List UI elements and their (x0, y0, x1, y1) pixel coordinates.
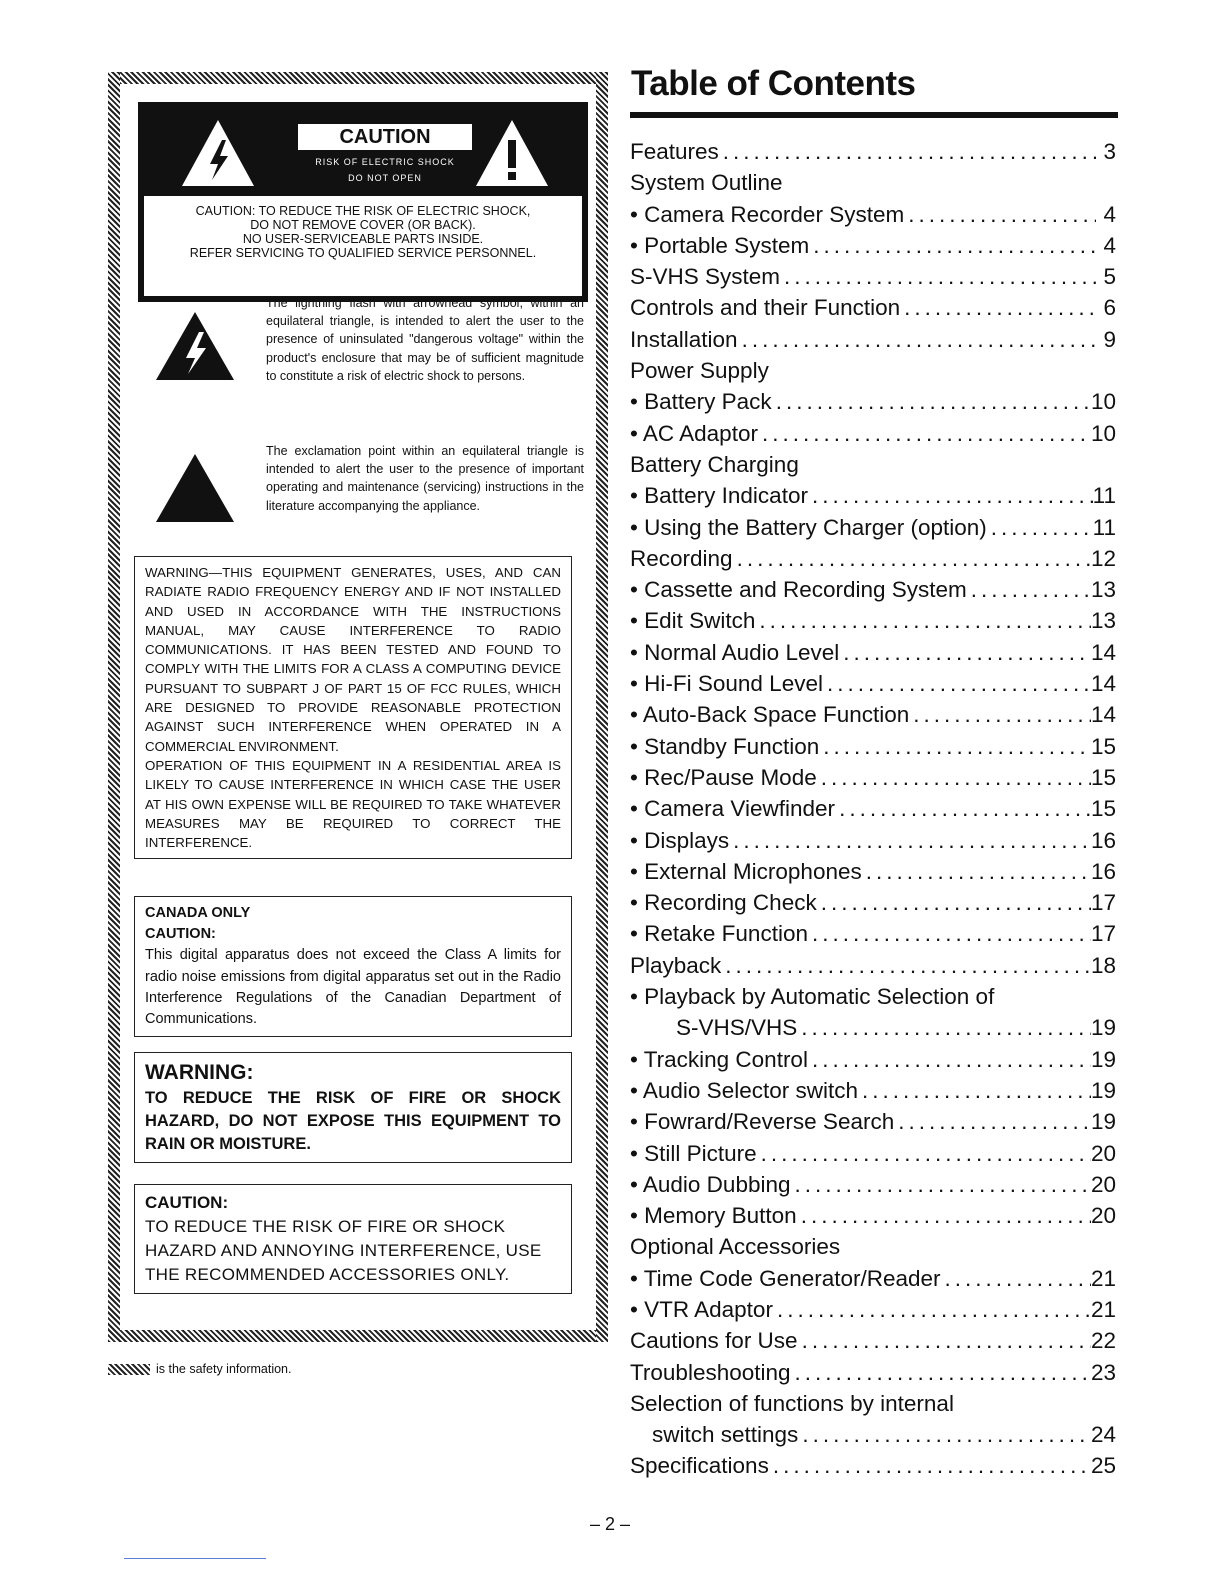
toc-entry-page: 14 (1090, 671, 1116, 697)
toc-entry-page: 5 (1103, 264, 1116, 290)
toc-entry-page: 24 (1090, 1422, 1116, 1448)
toc-dot-leader (809, 230, 1096, 261)
toc-dot-leader (769, 1450, 1091, 1481)
toc-dot-leader (729, 825, 1091, 856)
toc-dot-leader (817, 887, 1091, 918)
toc-entry-title: • Hi-Fi Sound Level (630, 671, 823, 697)
toc-entry (630, 512, 1116, 543)
toc-entry (630, 1075, 1116, 1106)
toc-entry-page: 14 (1090, 702, 1116, 728)
toc-dot-leader (819, 731, 1091, 762)
toc-dot-leader (738, 324, 1096, 355)
toc-entry (630, 1012, 1116, 1043)
toc-entry-page: 10 (1090, 420, 1116, 446)
toc-entry-page: 18 (1090, 952, 1116, 978)
toc-entry (630, 918, 1116, 949)
toc-dot-leader (791, 1357, 1091, 1388)
toc-entry-title: • Using the Battery Charger (option) (630, 514, 987, 540)
toc-entry-page: 15 (1090, 796, 1116, 822)
toc-entry-page: 17 (1090, 921, 1116, 947)
toc-entry (630, 856, 1116, 887)
toc-entry-page: 19 (1090, 1046, 1116, 1072)
accessories-caution-box (134, 1184, 572, 1294)
toc-entry (630, 699, 1116, 730)
toc-entry-title: • Standby Function (630, 733, 820, 759)
toc-entry-page: 25 (1090, 1453, 1116, 1479)
toc-entry (630, 418, 1116, 449)
fcc-warning-box (134, 556, 572, 859)
toc-entry-page: 21 (1090, 1296, 1116, 1322)
toc-entry (630, 1263, 1116, 1294)
toc-entry-title: • Fowrard/Reverse Search (630, 1109, 895, 1135)
accessories-caution-text: TO REDUCE THE RISK OF FIRE OR SHOCK HAZARD AND ANNOYING INTERFERENCE, USE THE RECOMMENDED ACCESSORIES ONLY. (145, 1217, 542, 1284)
toc-entry-page: 15 (1090, 764, 1116, 790)
toc-entry-page: 3 (1103, 139, 1116, 164)
toc-entry-title: • Retake Function (630, 921, 808, 947)
toc-entry-title: • Camera Viewfinder (630, 796, 836, 822)
toc-dot-leader (733, 543, 1091, 574)
hatch-border-right (596, 72, 608, 1342)
toc-entry-title: Recording (630, 545, 733, 571)
caution-sub-line-2: DO NOT OPEN (348, 173, 422, 183)
toc-entry-page: 4 (1103, 232, 1116, 258)
toc-entry-page: 4 (1103, 201, 1116, 227)
exclamation-symbol-text: The exclamation point within an equilateral triangle is intended to alert the user to the presence of important operating and maintenance (servicing) instructions in the literature accompanying the appliance. (266, 444, 584, 513)
toc-entry (630, 950, 1116, 981)
toc-entry-title: • Edit Switch (630, 608, 756, 634)
toc-entry (630, 230, 1116, 261)
toc-entry (630, 1231, 1116, 1262)
warning-text: TO REDUCE THE RISK OF FIRE OR SHOCK HAZARD, DO NOT EXPOSE THIS EQUIPMENT TO RAIN OR MOISTURE. (145, 1089, 561, 1153)
toc-entry-title: • Normal Audio Level (630, 639, 840, 665)
toc-entry (630, 480, 1116, 511)
toc-dot-leader (894, 1106, 1091, 1137)
toc-entry (630, 1450, 1116, 1481)
toc-dot-leader (808, 1044, 1091, 1075)
toc-entry (630, 981, 1116, 1012)
toc-dot-leader (780, 261, 1096, 292)
toc-entry-page: 17 (1090, 890, 1116, 916)
caution-header (144, 108, 582, 196)
toc-entry-page: 11 (1092, 514, 1116, 540)
toc-dot-leader (791, 1169, 1091, 1200)
toc-entry (630, 793, 1116, 824)
toc-entry-page: 22 (1090, 1328, 1116, 1354)
toc-entry (630, 199, 1116, 230)
toc-entry (630, 167, 1116, 198)
toc-entry-title: • Rec/Pause Mode (630, 764, 817, 790)
hatch-border-top (108, 72, 608, 84)
toc-entry-page: 19 (1090, 1077, 1116, 1103)
toc-entry-title: • Memory Button (630, 1203, 797, 1229)
toc-entry (630, 1419, 1116, 1450)
toc-entry-page: 20 (1090, 1203, 1116, 1229)
toc-entry (630, 825, 1116, 856)
caution-sub-line-1: RISK OF ELECTRIC SHOCK (315, 157, 455, 167)
toc-entry-title: • External Microphones (630, 858, 862, 884)
hatch-border-bottom (108, 1330, 608, 1342)
toc-entry-title: Cautions for Use (630, 1328, 798, 1354)
toc-entry (630, 324, 1116, 355)
toc-entry-title: Playback (630, 952, 722, 978)
exclamation-warning-icon (474, 118, 550, 188)
toc-entry (630, 1138, 1116, 1169)
toc-entry-page: 21 (1090, 1265, 1116, 1291)
toc-entry-page: 6 (1103, 295, 1116, 321)
toc-dot-leader (817, 762, 1091, 793)
toc-entry (630, 668, 1116, 699)
toc-entry-title: Features (630, 139, 719, 164)
toc-entry-title: • Battery Pack (630, 389, 772, 415)
toc-entry (630, 1357, 1116, 1388)
toc-entry-title: • Playback by Automatic Selection of (630, 984, 995, 1010)
toc-entry-page: 20 (1090, 1171, 1116, 1197)
caution-label-text: CAUTION (296, 122, 474, 152)
title-rule (630, 112, 1118, 118)
toc-dot-leader (808, 480, 1093, 511)
exclamation-symbol-explanation (148, 442, 588, 542)
warning-title: WARNING: (145, 1061, 254, 1084)
toc-entry (630, 136, 1116, 167)
caution-text-line-3: NO USER-SERVICEABLE PARTS INSIDE. (242, 232, 484, 246)
toc-entry-title: • Still Picture (630, 1140, 757, 1166)
toc-entry-title: Installation (630, 326, 738, 352)
toc-entry-page: 19 (1090, 1015, 1116, 1041)
toc-entry (630, 292, 1116, 323)
canada-notice-text: This digital apparatus does not exceed the Class A limits for radio noise emissions from digital apparatus set out in the Radio Interference Regulations of the Canadian Department of Communications. (145, 947, 561, 1028)
page-number: – 2 – (590, 1514, 631, 1534)
toc-entry-title: • Camera Recorder System (630, 201, 905, 227)
exclamation-triangle-icon (154, 452, 236, 524)
hatch-swatch-icon (108, 1364, 150, 1375)
toc-dot-leader (773, 1294, 1091, 1325)
toc-entry-page: 23 (1090, 1359, 1116, 1385)
toc-entry-title: Troubleshooting (630, 1359, 791, 1385)
canada-caution-label: CAUTION: (145, 926, 216, 943)
toc-dot-leader (719, 136, 1096, 167)
toc-dot-leader (862, 856, 1091, 887)
toc-dot-leader (798, 1325, 1091, 1356)
toc-entry-page: 19 (1090, 1109, 1116, 1135)
toc-entry (630, 1106, 1116, 1137)
fcc-warning-text: WARNING—THIS EQUIPMENT GENERATES, USES, AND CAN RADIATE RADIO FREQUENCY ENERGY AND IF NOT INSTALLED AND USED IN ACCORDANCE WITH THE INSTRUCTIONS MANUAL, MAY CAUSE INTERFERENCE TO RADIO COMMUNICATIONS. IT HAS BEEN TESTED AND FOUND TO COMPLY WITH THE LIMITS FOR A CLASS A COMPUTING DEVICE PURSUANT TO SUBPART J OF PART 15 OF FCC RULES, WHICH ARE DESIGNED TO PROVIDE REASONABLE PROTECTION AGAINST SUCH INTERFERENCE WHEN OPERATED IN A COMMERCIAL ENVIRONMENT. (145, 565, 561, 754)
toc-entry-page: 14 (1090, 639, 1116, 665)
accessories-caution-title: CAUTION: (145, 1193, 229, 1212)
toc-entry-page: 15 (1090, 733, 1116, 759)
toc-entry-title: • VTR Adaptor (630, 1296, 773, 1322)
canada-notice-box (134, 896, 572, 1037)
caution-text-line-2: DO NOT REMOVE COVER (OR BACK). (250, 218, 476, 232)
toc-entry (630, 261, 1116, 292)
toc-entry-title: • Portable System (630, 232, 810, 258)
lightning-symbol-explanation (148, 294, 588, 434)
toc-entry (630, 1388, 1116, 1419)
toc-entry-title: • Cassette and Recording System (630, 577, 967, 603)
caution-text-line-1: CAUTION: TO REDUCE THE RISK OF ELECTRIC SHOCK, (195, 204, 531, 218)
toc-entry-page: 16 (1090, 858, 1116, 884)
toc-entry (630, 1200, 1116, 1231)
toc-dot-leader (823, 668, 1091, 699)
toc-entry (630, 543, 1116, 574)
toc-entry-title: S-VHS/VHS (676, 1015, 798, 1041)
toc-entry (630, 762, 1116, 793)
toc-entry-page: 9 (1103, 326, 1116, 352)
toc-dot-leader (721, 950, 1091, 981)
toc-entry-title: • Audio Selector switch (630, 1077, 858, 1103)
toc-entry-title: • Time Code Generator/Reader (630, 1265, 941, 1291)
table-of-contents (630, 136, 1116, 1482)
caution-instructions (144, 204, 582, 260)
toc-entry-page: 20 (1090, 1140, 1116, 1166)
toc-dot-leader (904, 199, 1096, 230)
toc-entry-title: switch settings (652, 1422, 799, 1448)
toc-entry-title: • Audio Dubbing (630, 1171, 791, 1197)
toc-entry-title: Controls and their Function (630, 295, 901, 321)
hatch-border-left (108, 72, 120, 1342)
toc-entry-title: • Recording Check (630, 890, 817, 916)
lightning-triangle-icon (154, 310, 236, 382)
toc-entry-title: Specifications (630, 1453, 769, 1479)
lightning-warning-icon (180, 118, 256, 188)
toc-entry-page: 16 (1090, 827, 1116, 853)
toc-entry-title: System Outline (630, 170, 783, 196)
toc-entry (630, 355, 1116, 386)
toc-dot-leader (772, 386, 1091, 417)
toc-entry-title: Selection of functions by internal (630, 1390, 954, 1416)
toc-entry (630, 1044, 1116, 1075)
toc-dot-leader (808, 918, 1091, 949)
toc-entry-page: 13 (1090, 608, 1116, 634)
toc-dot-leader (758, 418, 1091, 449)
toc-entry-title: Battery Charging (630, 451, 799, 477)
toc-entry-page: 12 (1090, 545, 1116, 571)
toc-dot-leader (797, 1200, 1091, 1231)
toc-dot-leader (909, 699, 1091, 730)
toc-entry-page: 11 (1092, 483, 1116, 509)
caution-label-panel (138, 102, 588, 302)
toc-dot-leader (858, 1075, 1091, 1106)
toc-dot-leader (839, 637, 1091, 668)
blue-underline-mark (124, 1558, 266, 1559)
toc-entry-title: S-VHS System (630, 264, 781, 290)
toc-dot-leader (798, 1419, 1091, 1450)
toc-entry-title: • Displays (630, 827, 730, 853)
toc-dot-leader (941, 1263, 1091, 1294)
toc-entry (630, 574, 1116, 605)
toc-dot-leader (967, 574, 1091, 605)
caution-text-line-4: REFER SERVICING TO QUALIFIED SERVICE PERSONNEL. (189, 246, 537, 260)
toc-entry (630, 887, 1116, 918)
safety-legend (108, 1362, 291, 1376)
toc-dot-leader (900, 292, 1096, 323)
toc-entry (630, 731, 1116, 762)
toc-dot-leader (835, 793, 1091, 824)
toc-entry (630, 1325, 1116, 1356)
toc-dot-leader (755, 605, 1091, 636)
toc-entry-title: Optional Accessories (630, 1234, 841, 1260)
caution-label (296, 122, 474, 184)
toc-dot-leader (757, 1138, 1091, 1169)
toc-entry-title: • AC Adaptor (630, 420, 758, 446)
toc-entry (630, 386, 1116, 417)
toc-entry (630, 605, 1116, 636)
toc-dot-leader (987, 512, 1093, 543)
toc-entry-page: 10 (1090, 389, 1116, 415)
toc-entry (630, 1169, 1116, 1200)
toc-entry (630, 449, 1116, 480)
lightning-symbol-text: The lightning flash with arrowhead symbol, within an equilateral triangle, is intended to alert the user to the presence of uninsulated "dangerous voltage" within the product's enclosure that may be of sufficient magnitude to constitute a risk of electric shock to persons. (266, 296, 584, 383)
fcc-warning-text-2: OPERATION OF THIS EQUIPMENT IN A RESIDENTIAL AREA IS LIKELY TO CAUSE INTERFERENCE IN WHICH CASE THE USER AT HIS OWN EXPENSE WILL BE REQUIRED TO TAKE WHATEVER MEASURES MAY BE REQUIRED TO CORRECT THE INTERFERENCE. (145, 757, 561, 851)
warning-box (134, 1052, 572, 1163)
safety-legend-text: is the safety information. (156, 1362, 292, 1376)
toc-dot-leader (797, 1012, 1091, 1043)
toc-entry-title: • Battery Indicator (630, 483, 808, 509)
toc-entry-title: • Auto-Back Space Function (630, 702, 910, 728)
toc-entry (630, 637, 1116, 668)
toc-entry-title: • Tracking Control (630, 1046, 808, 1072)
toc-entry-page: 13 (1090, 577, 1116, 603)
toc-entry-title: Power Supply (630, 358, 769, 384)
toc-entry (630, 1294, 1116, 1325)
canada-heading: CANADA ONLY (145, 905, 251, 921)
safety-information-box (108, 72, 608, 1342)
page-title: Table of Contents (631, 64, 916, 103)
